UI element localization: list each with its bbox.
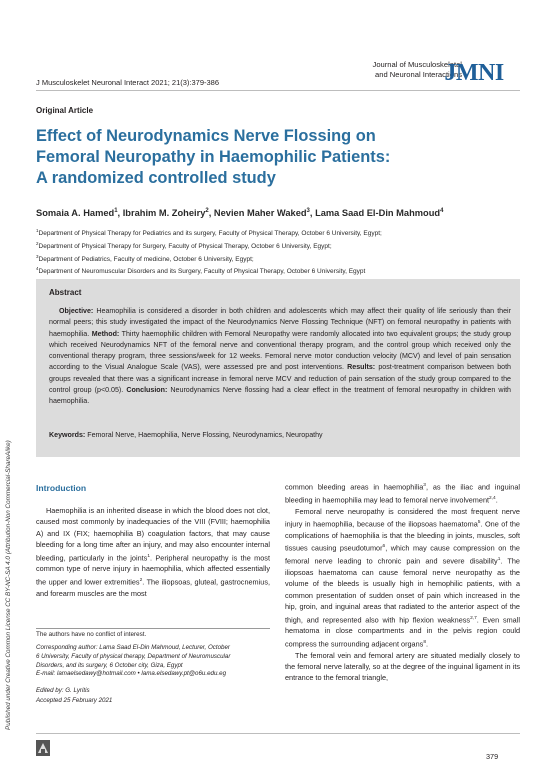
keywords-text: Femoral Nerve, Haemophilia, Nerve Flossing, Neurodynamics, Neuropathy xyxy=(85,431,323,439)
jmni-logo xyxy=(430,58,518,84)
footnote-rule xyxy=(36,628,270,629)
text-run: , as the iliac and inguinal bleeding in haemophilia may lead to femoral nerve involvement xyxy=(285,482,520,505)
method-text: Thirty haemophilic children with Femoral Neuropathy were randomly allocated into two equivalent groups; the study group which received Neurodynamics NFT of the femoral nerve and conventional therapy program, and the control group which received only the conventional therapy program, three sessions/week for 12 weeks. Femoral nerve motor conduction velocity (MCV) and level of pain sensation according to the Visual Analogue Scale (VAS), were assessed pre and post interventions. xyxy=(49,329,511,372)
text-run: . xyxy=(495,495,498,505)
text-run: . xyxy=(426,639,429,649)
text-run: . Peripheral neuropathy is the most common type of nerve injury in haemophilia, which affected essentially the upper and lower extremities xyxy=(36,553,270,587)
page-number: 379 xyxy=(486,752,499,761)
intro-paragraph xyxy=(285,480,520,506)
affiliation xyxy=(36,252,526,265)
author-list: Somaia A. Hamed$^1$, Ibrahim M. Zoheiry$^2$, Nevien Maher Waked$^3$, Lama Saad El-Din Mahmoud$^4$ xyxy=(36,208,444,219)
journal-name-line1: Journal of Musculoskeletal xyxy=(372,60,462,69)
abstract-heading: Abstract xyxy=(49,288,82,297)
correspondence xyxy=(36,644,270,679)
journal-name-line2: and Neuronal Interactions xyxy=(375,70,462,79)
conclusion-label: Conclusion: xyxy=(123,386,168,395)
abstract-body xyxy=(49,306,511,408)
affiliation xyxy=(36,239,526,252)
logo-text: JMNI xyxy=(444,60,504,84)
affiliation-text: Department of Neuromuscular Disorders and its Surgery, Faculty of Physical Therapy, October 6 University, Egypt xyxy=(38,268,366,276)
affiliation-sup: 1 xyxy=(36,228,39,233)
author-sup: 3 xyxy=(306,208,310,214)
results-text: post-treatment comparison between both groups revealed that there was a significant increase in femoral nerve MCV and reduction of pain sensation of the study group compared to the control group (p<0.05). xyxy=(49,363,511,395)
author-name: Somaia A. Hamed xyxy=(36,208,115,219)
title-line3: A randomized controlled study xyxy=(36,169,276,187)
article-title xyxy=(36,126,506,189)
text-run: , which may cause compression on the femoral nerve leading to chronic pain and severe disability xyxy=(285,543,520,566)
footer-rule xyxy=(36,733,520,734)
author-sup: 1 xyxy=(114,208,118,214)
citation: 1 xyxy=(147,553,150,559)
author-name: Lama Saad El-Din Mahmoud xyxy=(315,208,441,219)
text-run: common bleeding areas in haemophilia xyxy=(285,482,424,492)
conflict-statement: The authors have no conflict of interest. xyxy=(36,631,147,638)
affiliation-text: Department of Physical Therapy for Pediatrics and its surgery, Faculty of Physical Therapy, October 6 University, Egypt; xyxy=(38,230,382,238)
intro-paragraph xyxy=(36,505,270,599)
correspondence-line: Disorders, and its surgery, 6 October city, Giza, Egypt xyxy=(36,661,183,669)
license-side-note xyxy=(3,170,17,730)
author-sup: 2 xyxy=(205,208,209,214)
objective-text: Heamophilia is considered a disorder in both children and adolescents which may affect their quality of life seriously than their normal peers; this study investigated the impact of the Neurodynamics Nerve Flossing Technique (NFT) on femoral neuropathy in patients with haemophilia. xyxy=(49,307,511,338)
left-column xyxy=(36,505,270,599)
results-label: Results: xyxy=(343,363,376,372)
editorial-info xyxy=(36,686,112,705)
citation: 2,4 xyxy=(489,495,496,501)
method-label: Method: xyxy=(89,329,120,338)
title-line1: Effect of Neurodynamics Nerve Flossing on xyxy=(36,127,376,145)
author-sup: 4 xyxy=(440,208,444,214)
text-run: . The iliopsoas haematoma can cause femoral nerve neuropathy as the volume of the bleeds is usually high in hemophilic patients, with a common presentation of sudden onset of pain which increased in the hip, groin, and inguinal areas that radiated to the anterior aspect of the thigh, and represented also with hip flexion weakness xyxy=(285,556,520,624)
objective-label: Objective: xyxy=(59,307,94,315)
author-name: Ibrahim M. Zoheiry xyxy=(122,208,206,219)
title-line2: Femoral Neuropathy in Haemophilic Patients: xyxy=(36,148,391,166)
citation: 5 xyxy=(477,520,481,526)
correspondence-line: Corresponding author: Lama Saad El-Din Mahmoud, Lecturer, October xyxy=(36,644,230,651)
affiliation xyxy=(36,264,526,277)
text-run: Haemophilia is an inherited disease in which the blood does not clot, caused most commonly by inadequacies of the VIII (FVIII; haemophilia A) and IX (FIX; haemophilia B) coagulation factors, that may cause bleeding for a long time after an injury, and may also encounter internal bleeding, particularly in the joints xyxy=(36,506,270,563)
text-run: . Even small hematoma in close compartments and in the pelvis region could compress the surrounding adjacent organs xyxy=(285,615,520,649)
citation: 1 xyxy=(497,557,501,563)
author-name: Nevien Maher Waked xyxy=(213,208,307,219)
citation: 2,7 xyxy=(470,615,477,621)
citation: 3 xyxy=(423,483,426,488)
introduction-heading: Introduction xyxy=(36,483,87,493)
affiliation-sup: 2 xyxy=(36,240,39,246)
conclusion-text: Neurodynamics Nerve flossing had a clear effect in the treatment of femoral neuropathy in children with haemophilia. xyxy=(49,386,511,406)
affiliation-sup: 4 xyxy=(36,266,39,272)
citation: 2 xyxy=(139,577,143,583)
affiliation-sup: 3 xyxy=(36,253,39,259)
text-run: . One of the complications of haemophilia is that the bleeding in joints, muscles, soft tissues causing pseudotumor xyxy=(285,519,520,553)
article-type: Original Article xyxy=(36,106,94,115)
intro-paragraph: The femoral vein and femoral artery are situated medially closely to the femoral nerve laterally, so at the degree of the inguinal ligament in its entrance to the femoral triangle, xyxy=(285,650,520,683)
edited-by: Edited by: G. Lyritis xyxy=(36,687,90,694)
affiliation-text: Department of Pediatrics, Faculty of medicine, October 6 University, Egypt; xyxy=(38,255,254,263)
publisher-icon xyxy=(36,740,50,756)
header-rule xyxy=(36,90,520,91)
intro-paragraph xyxy=(285,506,520,650)
citation: 6 xyxy=(382,544,386,550)
text-run: Femoral nerve neuropathy is considered the most frequent nerve injury in haemophilia, because of the iliopsoas haematoma xyxy=(285,506,520,529)
license-text: Published under Creative Common License CC BY-NC-SA 4.0 (Attribution-Non Commercial-ShareAlike) xyxy=(5,440,12,730)
affiliations xyxy=(36,226,526,277)
email-line[interactable]: E-mail: lamaelsedawy@hotmail.com • lama.elsedawy.pt@o6u.edu.eg xyxy=(36,670,227,678)
affiliation xyxy=(36,226,526,239)
keywords xyxy=(49,431,511,439)
keywords-label: Keywords: xyxy=(49,431,86,439)
running-header: J Musculoskelet Neuronal Interact 2021; 21(3):379-386 xyxy=(36,78,220,87)
text-run: . The iliopsoas, gluteal, gastrocnemius, and forearm muscles are the most xyxy=(36,577,270,598)
correspondence-line: 6 University, Faculty of physical therapy, Department of Neuromuscular xyxy=(36,652,231,660)
citation: 8 xyxy=(423,639,426,645)
accepted-date: Accepted 25 February 2021 xyxy=(36,696,113,704)
affiliation-text: Department of Physical Therapy for Surgery, Faculty of Physical Therapy, October 6 University, Egypt; xyxy=(38,242,332,250)
right-column xyxy=(285,480,520,684)
